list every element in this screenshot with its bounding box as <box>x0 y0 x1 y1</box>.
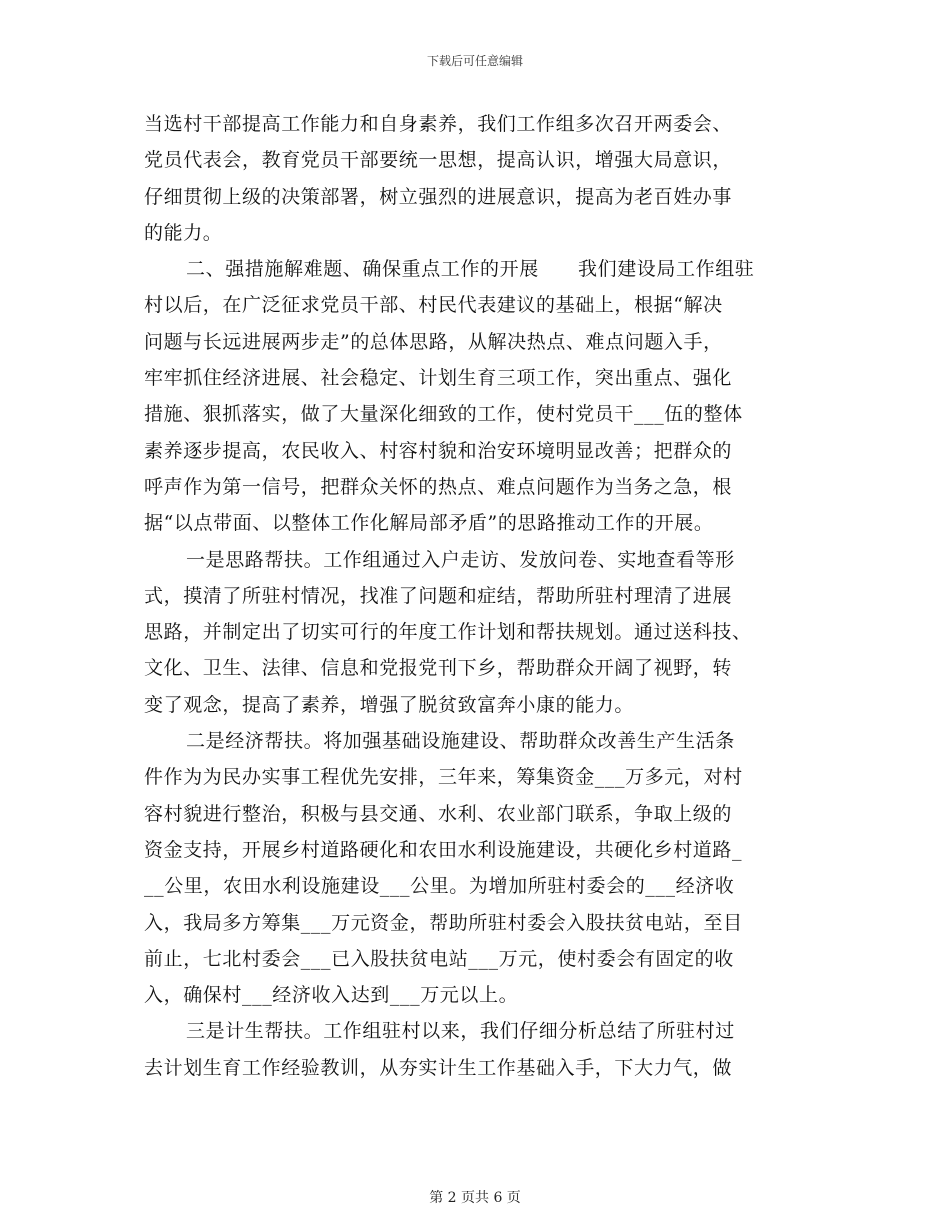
paragraph-start-line: 二是经济帮扶。将加强基础设施建设、帮助群众改善生产生活条 <box>186 730 735 753</box>
text-line: 件作为为民办实事工程优先安排，三年来，筹集资金___万多元，对村 <box>144 766 743 789</box>
document-body <box>144 106 809 1086</box>
page-number: 第 2 页共 6 页 <box>429 1190 521 1206</box>
text-line: 式，摸清了所驻村情况，找准了问题和症结，帮助所驻村理清了进展 <box>144 584 733 607</box>
page-header: 下载后可任意编辑 <box>426 54 523 68</box>
text-line: 措施、狠抓落实，做了大量深化细致的工作，使村党员干___伍的整体 <box>144 403 743 426</box>
text-line: 入，我局多方筹集___万元资金，帮助所驻村委会入股扶贫电站，至目 <box>144 911 743 934</box>
text-line: 呼声作为第一信号，把群众关怀的热点、难点问题作为当务之急，根 <box>144 475 733 498</box>
text-line: 仔细贯彻上级的决策部署，树立强烈的进展意识，提高为老百姓办事 <box>144 185 733 208</box>
text-line: 当选村干部提高工作能力和自身素养，我们工作组多次召开两委会、 <box>144 113 733 135</box>
text-line: 牢牢抓住经济进展、社会稳定、计划生育三项工作，突出重点、强化 <box>144 367 733 390</box>
text-line: 文化、卫生、法律、信息和党报党刊下乡，帮助群众开阔了视野，转 <box>144 657 733 680</box>
text-line: 变了观念，提高了素养，增强了脱贫致富奔小康的能力。 <box>144 693 635 716</box>
text-line: 容村貌进行整治，积极与县交通、水利、农业部门联系，争取上级的 <box>144 802 733 825</box>
text-line: 入，确保村___经济收入达到___万元以上。 <box>144 984 519 1007</box>
text-line: 去计划生育工作经验教训，从夯实计生工作基础入手，下大力气，做 <box>144 1056 733 1079</box>
text-line: 素养逐步提高，农民收入、村容村貌和治安环境明显改善；把群众的 <box>144 439 733 462</box>
text-line: 党员代表会，教育党员干部要统一思想，提高认识，增强大局意识， <box>144 149 733 172</box>
section-heading-line: 二、强措施解难题、确保重点工作的开展 我们建设局工作组驻 <box>186 258 755 281</box>
text-line: 资金支持，开展乡村道路硬化和农田水利设施建设，共硬化乡村道路_ <box>144 838 743 861</box>
text-line: __公里，农田水利设施建设___公里。为增加所驻村委会的___经济收 <box>144 875 735 898</box>
text-line: 据“以点带面、以整体工作化解局部矛盾”的思路推动工作的开展。 <box>144 512 714 535</box>
paragraph-start-line: 一是思路帮扶。工作组通过入户走访、发放问卷、实地查看等形 <box>186 548 735 571</box>
text-line: 前止，七北村委会___已入股扶贫电站___万元，使村委会有固定的收 <box>144 947 734 970</box>
paragraph-start-line: 三是计生帮扶。工作组驻村以来，我们仔细分析总结了所驻村过 <box>186 1020 735 1043</box>
text-line: 问题与长远进展两步走”的总体思路，从解决热点、难点问题入手， <box>144 330 723 353</box>
text-line: 村以后，在广泛征求党员干部、村民代表建议的基础上，根据“解决 <box>144 294 723 317</box>
text-line: 思路，并制定出了切实可行的年度工作计划和帮扶规划。通过送科技、 <box>144 621 752 644</box>
text-line: 的能力。 <box>144 221 223 244</box>
